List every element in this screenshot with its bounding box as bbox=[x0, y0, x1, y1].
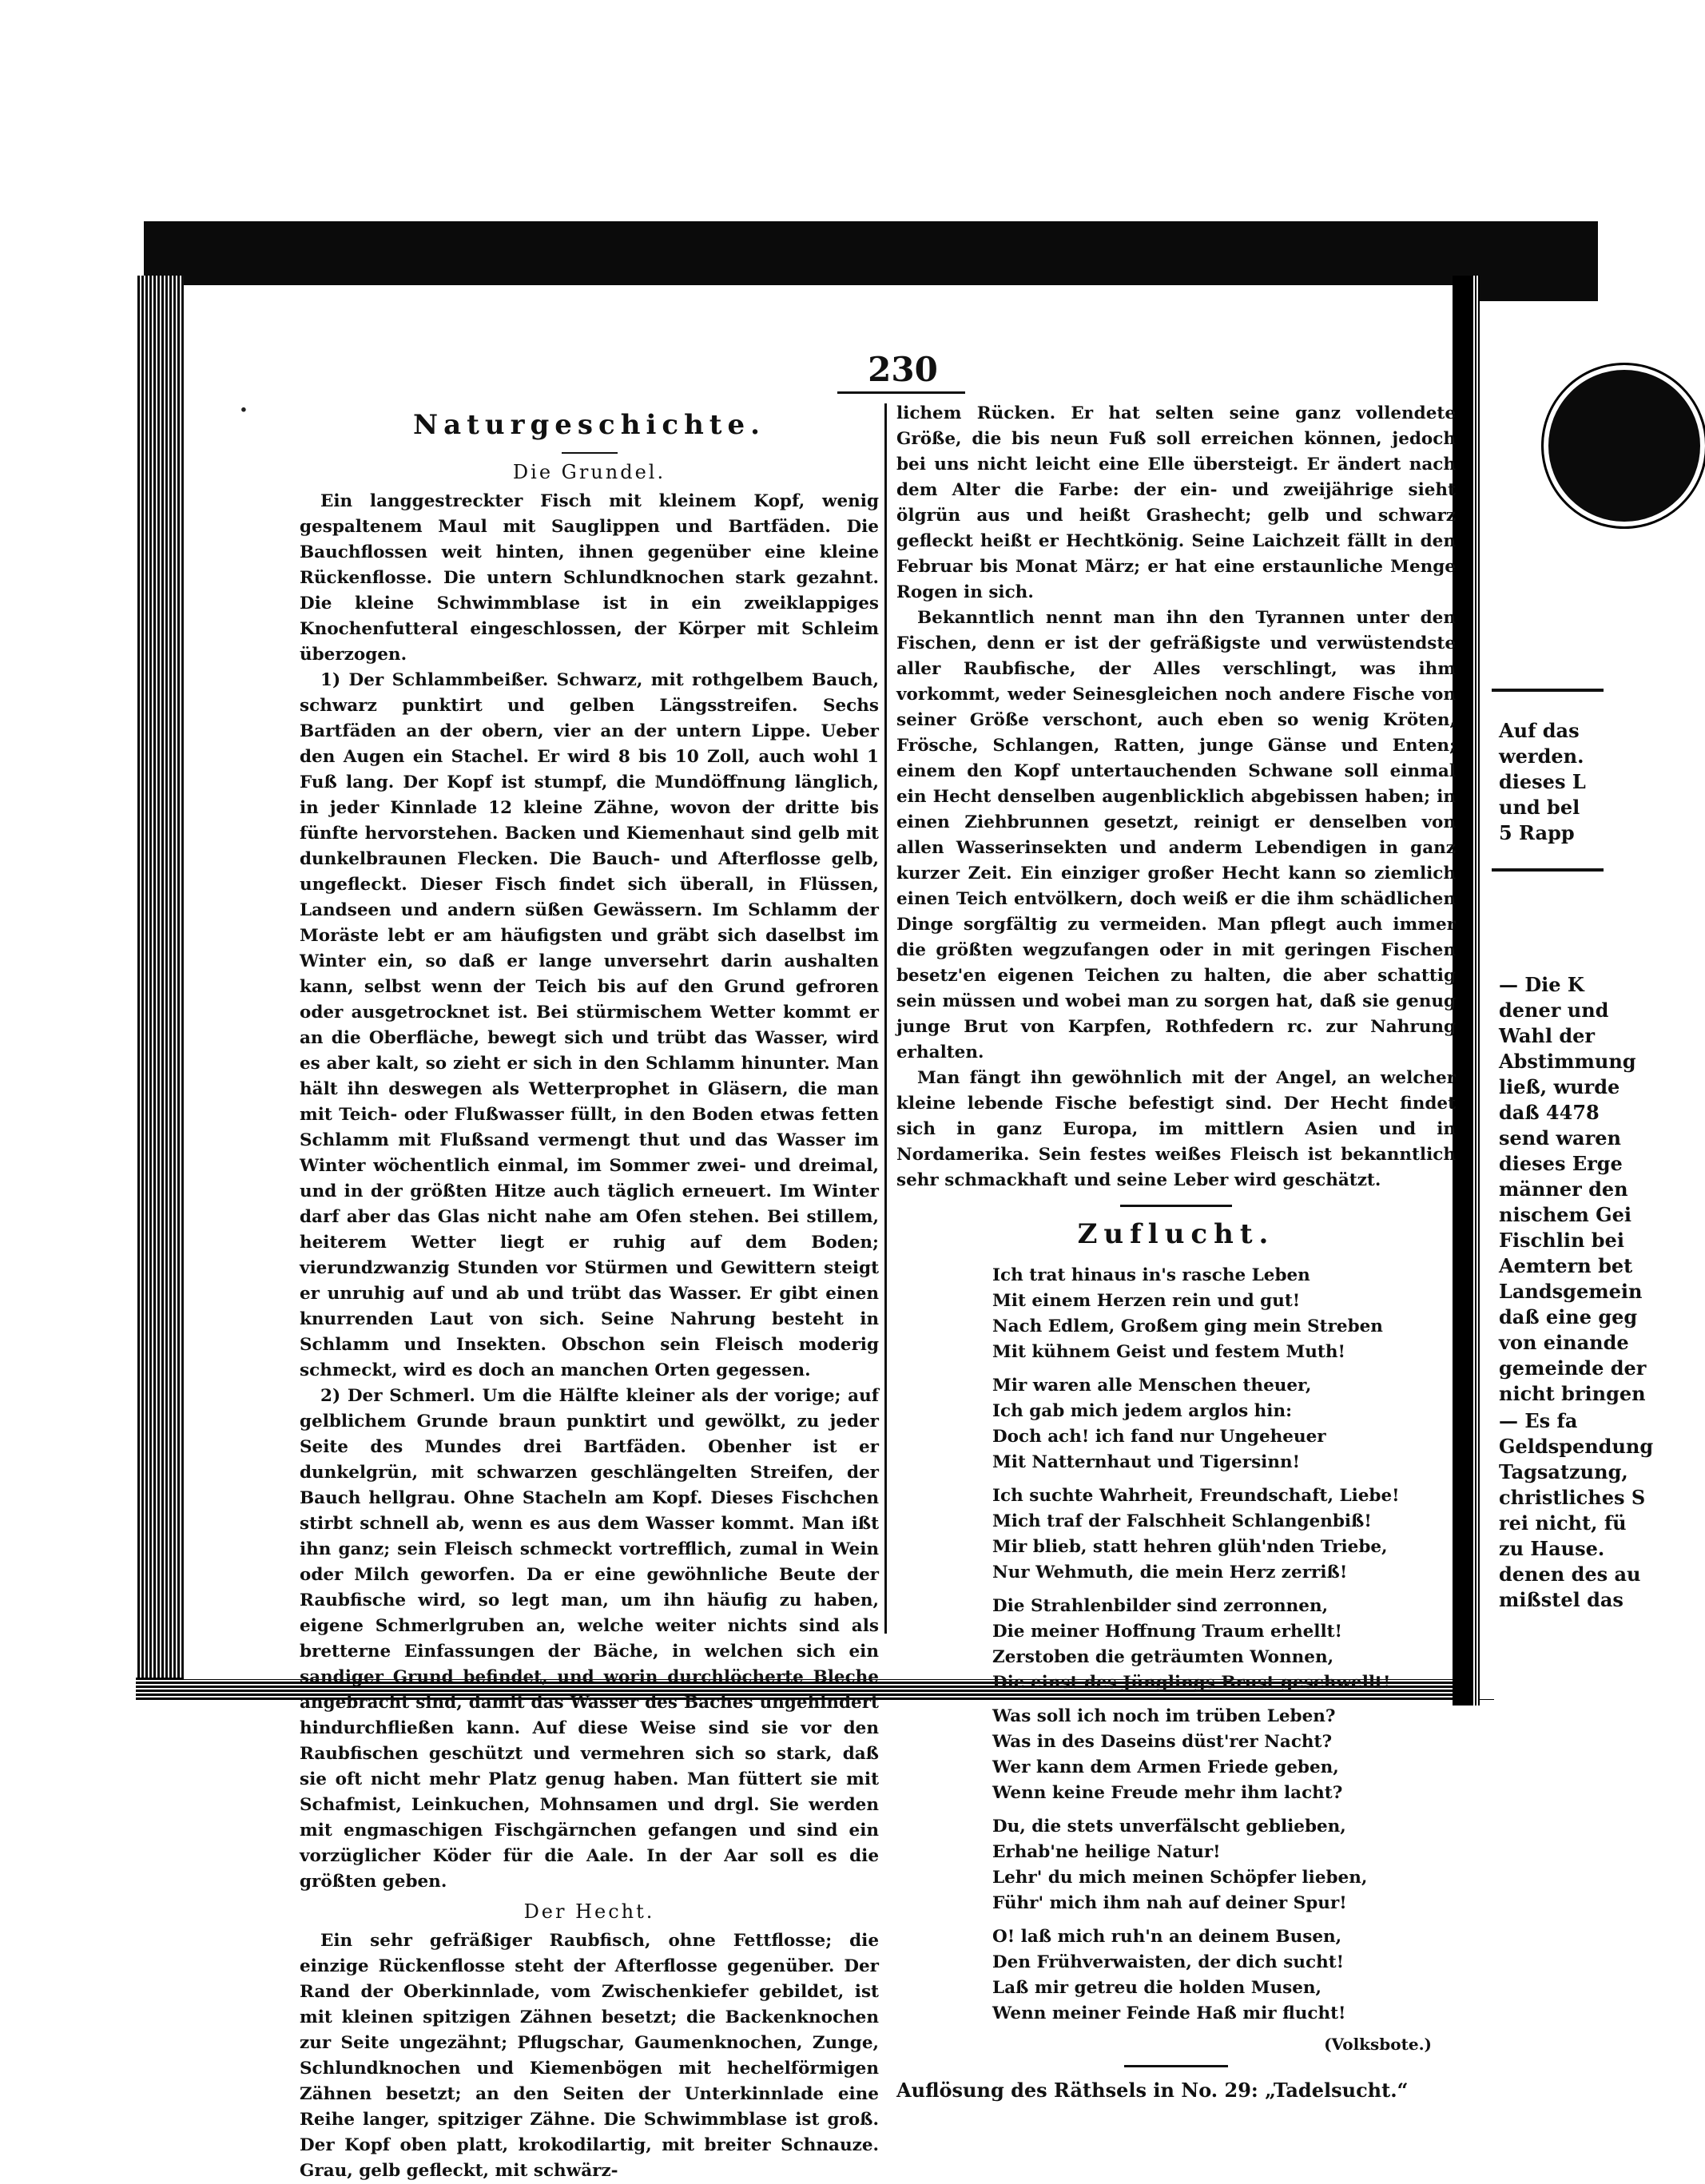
news-line: Tagsatzung, bbox=[1499, 1460, 1628, 1483]
poem-verse: O! laß mich ruh'n an deinem Busen, bbox=[992, 1927, 1342, 1947]
poem-verse: Wer kann dem Armen Friede geben, bbox=[992, 1757, 1339, 1777]
poem-verse: Führ' mich ihm nah auf deiner Spur! bbox=[992, 1893, 1347, 1913]
poem-verse: Ich trat hinaus in's rasche Leben bbox=[992, 1265, 1310, 1285]
poem-verse: Doch ach! ich fand nur Ungeheuer bbox=[992, 1427, 1326, 1447]
notice-line: und bel bbox=[1499, 796, 1580, 819]
paragraph-hecht-intro: Ein sehr gefräßiger Raubfisch, ohne Fettflosse; die einzige Rückenflosse steht der Afterflosse gegenüber. Der Rand der Oberkinnlade, vom Zwischenkiefer gebildet, ist mit kleinen spitzigen Zähnen besetzt; die Backenknochen zur Seite ungezähnt; Pflugschar, Gaumenknochen, Zunge, Schlundknochen und Kiemenbögen mit hechelförmigen Zähnen besetzt; an den Seiten der Unterkinnlade eine Reihe langer, spitziger Zähne. Die Schwimmblase ist groß. Der Kopf oben platt, krokodilartig, mit breiter Schnauze. Grau, gelb gefleckt, mit schwärz- bbox=[300, 1931, 879, 2181]
next-page-fragment bbox=[1480, 301, 1654, 1699]
poem-verse: Erhab'ne heilige Natur! bbox=[992, 1842, 1221, 1862]
news-line: Fischlin bei bbox=[1499, 1229, 1624, 1252]
poem-verse: Nach Edlem, Großem ging mein Streben bbox=[992, 1316, 1383, 1336]
poem-verse: Den Frühverwaisten, der dich sucht! bbox=[992, 1952, 1345, 1972]
poem-verse: Die Strahlenbilder sind zerronnen, bbox=[992, 1596, 1329, 1616]
article-separator bbox=[1120, 1205, 1232, 1207]
poem-verse: Mit kühnem Geist und festem Muth! bbox=[992, 1342, 1345, 1362]
title-rule bbox=[562, 452, 618, 454]
paragraph-schlammbeisser: 1) Der Schlammbeißer. Schwarz, mit rothgelbem Bauch, schwarz punktirt und gelben Längsstreifen. Sechs Bartfäden an der obern, vier an der untern Lippe. Ueber den Augen ein Stachel. Er wird 8 bis 10 Zoll, auch wohl 1 Fuß lang. Der Kopf ist stumpf, die Mundöffnung länglich, in jeder Kinnlade 12 kleine Zähne, wovon der dritte bis fünfte hervorstehen. Backen und Kiemenhaut sind gelb mit dunkelbraunen Flecken. Die Bauch- und Afterflosse gelb, ungefleckt. Dieser Fisch findet sich überall, in Flüssen, Landseen und andern süßen Gewässern. Im Schlamm der Moräste lebt er am häufigsten und gräbt sich daselbst im Winter ein, so daß er lange unversehrt darin aushalten kann, selbst wenn der Teich bis auf den Grund gefroren oder ausgetrocknet ist. Bei stürmischem Wetter kommt er an die Oberfläche, bewegt sich und trübt das Wasser, wird es aber kalt, so zieht er sich in den Schlamm hinunter. Man hält ihn deswegen als Wetterprophet in Gläsern, die man mit Teich- oder Flußwasser füllt, in den Boden etwas fetten Schlamm mit Flußsand vermengt thut und das Wasser im Winter wöchentlich einmal, im Sommer zwei- und dreimal, und in der größten Hitze auch täglich erneuert. Im Winter darf aber das Glas nicht nahe am Ofen stehen. Bei stillem, heiterem Wetter liegt er ruhig auf dem Boden; vierundzwanzig Stunden vor Stürmen und Gewittern steigt er unruhig auf und ab und trübt das Wasser. Er gibt einen knurrenden Laut von sich. Seine Nahrung besteht in Schlamm und Insekten. Obschon sein Fleisch moderig schmeckt, wird es doch an manchen Orten gegessen. bbox=[300, 670, 879, 1380]
news-line: dener und bbox=[1499, 999, 1609, 1022]
notice-line: 5 Rapp bbox=[1499, 821, 1575, 844]
news-line: send waren bbox=[1499, 1126, 1621, 1150]
article-title-hecht: Der Hecht. bbox=[523, 1900, 655, 1923]
poem-verse: Wenn meiner Feinde Haß mir flucht! bbox=[992, 2003, 1346, 2023]
notice-rule-bottom bbox=[1492, 868, 1604, 872]
poem-stanza bbox=[992, 1814, 1456, 1916]
right-column bbox=[896, 401, 1456, 2102]
news-line: rei nicht, fü bbox=[1499, 1511, 1627, 1535]
news-line: — Die K bbox=[1499, 973, 1584, 996]
poem-verse: Wenn keine Freude mehr ihm lacht? bbox=[992, 1783, 1343, 1803]
paragraph-hecht-fang: Man fängt ihn gewöhnlich mit der Angel, an welcher kleine lebende Fische befestigt sind. Der Hecht findet sich in ganz Europa, im mittlern Asien und in Nordamerika. Sein festes weißes Fleisch ist bekanntlich sehr schmackhaft und seine Leber wird geschätzt. bbox=[896, 1068, 1456, 1190]
news-line: nischem Gei bbox=[1499, 1203, 1632, 1226]
poem-verse: Mit Natternhaut und Tigersinn! bbox=[992, 1452, 1301, 1472]
news-line: nicht bringen bbox=[1499, 1382, 1646, 1405]
news-line: denen des au bbox=[1499, 1563, 1641, 1586]
book-gutter-edge bbox=[1473, 276, 1480, 1706]
paragraph-grundel-intro: Ein langgestreckter Fisch mit kleinem Kopf, wenig gespaltenem Maul mit Sauglippen und Bartfäden. Die Bauchflossen weit hinten, ihnen gegenüber eine kleine Rückenflosse. Die untern Schlundknochen stark gezahnt. Die kleine Schwimmblase ist in ein zweiklappiges Knochenfutteral eingeschlossen, der Körper mit Schleim überzogen. bbox=[300, 491, 879, 665]
poem-verse: Mir blieb, statt hehren glüh'nden Triebe, bbox=[992, 1537, 1388, 1557]
notice-rule-top bbox=[1492, 689, 1604, 692]
news-line: Aemtern bet bbox=[1499, 1254, 1633, 1277]
left-column bbox=[300, 407, 879, 2184]
notice-line: Auf das bbox=[1499, 719, 1580, 742]
notice-line: dieses L bbox=[1499, 770, 1586, 793]
poem-verse: Ich suchte Wahrheit, Freundschaft, Liebe! bbox=[992, 1486, 1400, 1506]
news-line: Wahl der bbox=[1499, 1024, 1596, 1047]
poem-source: (Volksbote.) bbox=[1324, 2035, 1432, 2054]
poem-verse: Mit einem Herzen rein und gut! bbox=[992, 1291, 1301, 1311]
poem-stanza bbox=[992, 1483, 1456, 1586]
footer-separator bbox=[1124, 2065, 1228, 2067]
poem-stanza bbox=[992, 1924, 1456, 2027]
poem-verse: Ich gab mich jedem arglos hin: bbox=[992, 1401, 1293, 1421]
poem-verse: Mir waren alle Menschen theuer, bbox=[992, 1376, 1312, 1396]
news-line: dieses Erge bbox=[1499, 1152, 1623, 1175]
paragraph-hecht-continued: lichem Rücken. Er hat selten seine ganz vollendete Größe, die bis neun Fuß soll erreichen können, jedoch bei uns nicht leicht eine Elle übersteigt. Er ändert nach dem Alter die Farbe: der ein- und zweijährige sieht ölgrün aus und heißt Grashecht; gelb und schwarz gefleckt heißt er Hechtkönig. Seine Laichzeit fällt in den Februar bis Monat März; er hat eine erstaunliche Menge Rogen in sich. bbox=[896, 403, 1456, 602]
poem-stanza bbox=[992, 1373, 1456, 1475]
news-line: zu Hause. bbox=[1499, 1537, 1605, 1560]
poem-stanza bbox=[992, 1263, 1456, 1365]
page-number-rule bbox=[837, 391, 965, 394]
news-line: gemeinde der bbox=[1499, 1356, 1647, 1380]
news-line: Landsgemein bbox=[1499, 1280, 1643, 1303]
page-number: 230 bbox=[868, 350, 938, 389]
page-stack-left-edge bbox=[136, 276, 184, 1690]
poem-stanza bbox=[992, 1594, 1456, 1696]
column-divider bbox=[884, 403, 887, 1634]
scan-speck: ∙ bbox=[240, 399, 248, 419]
poem-verse: Die einst des Jünglings Brust geschwellt! bbox=[992, 1673, 1391, 1693]
news-line: — Es fa bbox=[1499, 1409, 1578, 1432]
poem-verse: Laß mir getreu die holden Musen, bbox=[992, 1978, 1322, 1998]
news-line: christliches S bbox=[1499, 1486, 1646, 1509]
poem-verse: Zerstoben die geträumten Wonnen, bbox=[992, 1647, 1334, 1667]
paragraph-schmerl: 2) Der Schmerl. Um die Hälfte kleiner als der vorige; auf gelblichem Grunde braun punktirt und gewölkt, zu jeder Seite des Mundes drei Bartfäden. Obenher ist er dunkelgrün, mit schwarzen geschlängelten Streifen, der Bauch hellgrau. Ohne Stacheln am Kopf. Dieses Fischchen stirbt schnell ab, wenn es aus dem Wasser kommt. Man ißt ihn ganz; sein Fleisch schmeckt vortrefflich, zumal in Wein oder Milch geworfen. Da er eine gewöhnliche Beute der Raubfische wird, so legt man, um ihn häufig zu haben, eigene Schmerlgruben an, welche weiter nichts sind als bretterne Einfassungen der Bäche, in welchen sich ein sandiger Grund befindet, und worin durchlöcherte Bleche angebracht sind, damit das Wasser des Baches ungehindert hindurchfließen kann. Auf diese Weise sind sie vor den Raubfischen geschützt und vermehren sich so stark, daß sie oft nicht mehr Platz genug haben. Man füttert sie mit Schafmist, Leinkuchen, Mohnsamen und drgl. Sie werden mit engmaschigen Fischgärnchen gefangen und sind ein vorzüglicher Köder für die Aale. In der Aar soll es die größten geben. bbox=[300, 1386, 879, 1892]
poem-verse: Was in des Daseins düst'rer Nacht? bbox=[992, 1732, 1333, 1752]
news-line: ließ, wurde bbox=[1499, 1075, 1620, 1098]
poem-verse: Mich traf der Falschheit Schlangenbiß! bbox=[992, 1511, 1372, 1531]
news-line: mißstel das bbox=[1499, 1588, 1624, 1611]
notice-line: werden. bbox=[1499, 745, 1584, 768]
news-line: Abstimmung bbox=[1499, 1050, 1636, 1073]
news-line: Geldspendung bbox=[1499, 1435, 1654, 1458]
news-line: daß eine geg bbox=[1499, 1305, 1638, 1328]
news-line: männer den bbox=[1499, 1177, 1628, 1201]
poem-verse: Lehr' du mich meinen Schöpfer lieben, bbox=[992, 1868, 1368, 1888]
article-title-grundel: Die Grundel. bbox=[512, 461, 666, 483]
section-title: Naturgeschichte. bbox=[413, 409, 765, 441]
poem-stanza bbox=[992, 1704, 1456, 1806]
news-line: daß 4478 bbox=[1499, 1101, 1600, 1124]
poem-title: Zuflucht. bbox=[1077, 1218, 1275, 1250]
news-line: von einande bbox=[1499, 1331, 1629, 1354]
poem-verse: Was soll ich noch im trüben Leben? bbox=[992, 1706, 1336, 1726]
poem-verse: Die meiner Hoffnung Traum erhellt! bbox=[992, 1622, 1342, 1642]
masthead-logo bbox=[1544, 365, 1705, 526]
poem-verse: Nur Wehmuth, die mein Herz zerriß! bbox=[992, 1563, 1348, 1582]
riddle-solution: Auflösung des Räthsels in No. 29: „Tadelsucht.“ bbox=[896, 2079, 1409, 2102]
paragraph-hecht-tyrann: Bekanntlich nennt man ihn den Tyrannen unter den Fischen, denn er ist der gefräßigste und verwüstendste aller Raubfische, der Alles verschlingt, was ihm vorkommt, weder Seinesgleichen noch andere Fische von seiner Größe verschont, auch eben so wenig Kröten, Frösche, Schlangen, Ratten, junge Gänse und Enten; einem den Kopf untertauchenden Schwane soll einmal ein Hecht denselben augenblicklich abgebissen haben; in einen Ziehbrunnen gesetzt, reinigt er denselben von allen Wasserinsekten und anderm Lebendigen in ganz kurzer Zeit. Ein einziger großer Hecht kann so ziemlich einen Teich entvölkern, doch weiß er die ihm schädlichen Dinge sorgfältig zu vermeiden. Man pflegt auch immer die größten wegzufangen oder in mit geringen Fischen besetz'en eigenen Teichen zu halten, die aber schattig sein müssen und wobei man zu sorgen hat, daß sie genug junge Brut von Karpfen, Rothfedern rc. zur Nahrung erhalten. bbox=[896, 608, 1456, 1062]
poem-verse: Du, die stets unverfälscht geblieben, bbox=[992, 1817, 1346, 1837]
poem-body bbox=[896, 1263, 1456, 2027]
